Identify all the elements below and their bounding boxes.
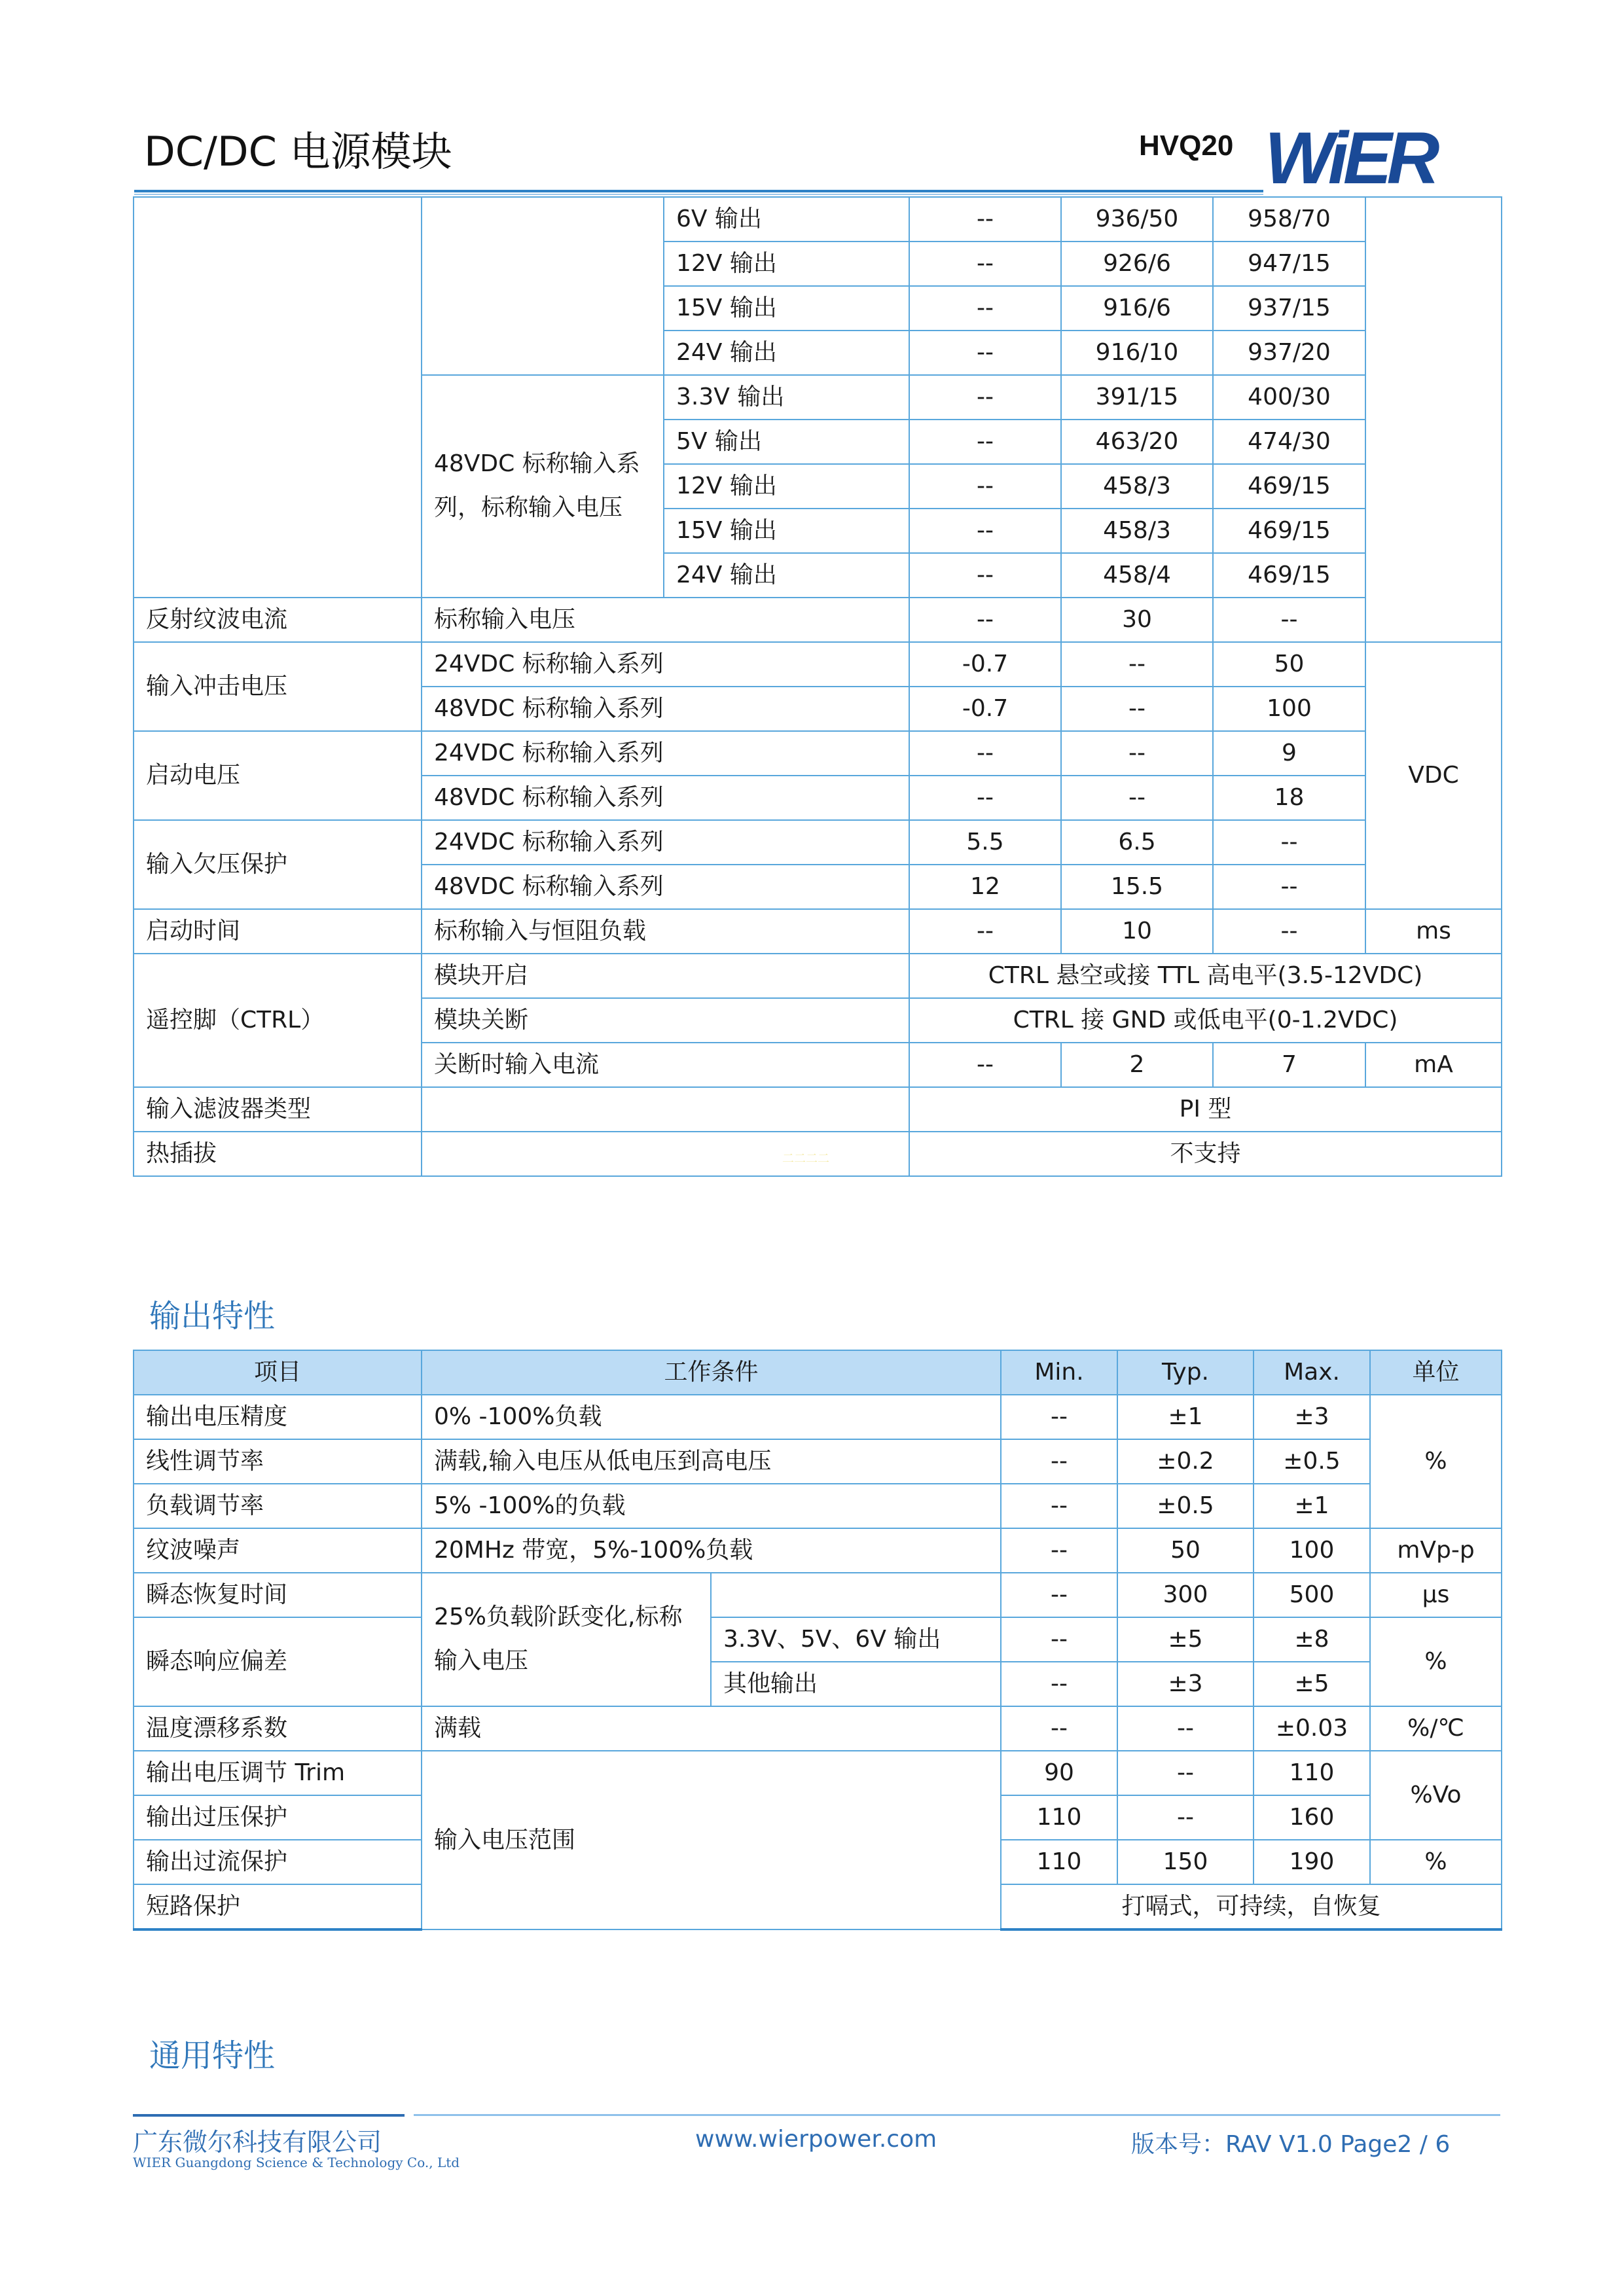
min-cell: -- <box>909 197 1061 242</box>
condition-cell: 标称输入电压 <box>422 598 909 642</box>
header-max: Max. <box>1254 1350 1370 1395</box>
typ-cell: 916/10 <box>1061 331 1213 375</box>
typ-cell: 916/6 <box>1061 286 1213 331</box>
typ-cell: 150 <box>1117 1840 1254 1884</box>
typ-cell: ±3 <box>1117 1662 1254 1706</box>
footer-company-en: WIER Guangdong Science & Technology Co., Ltd <box>133 2155 460 2170</box>
max-cell: 9 <box>1213 731 1365 776</box>
header-rule <box>134 190 1263 192</box>
typ-cell: 926/6 <box>1061 242 1213 286</box>
item-cell: 输出电压调节 Trim <box>134 1751 422 1795</box>
min-cell: -- <box>909 464 1061 509</box>
item-cell: 输出过流保护 <box>134 1840 422 1884</box>
table-cell <box>422 197 664 375</box>
item-cell: 反射纹波电流 <box>134 598 422 642</box>
output-cell: 12V 输出 <box>664 464 909 509</box>
item-cell: 短路保护 <box>134 1884 422 1929</box>
min-cell: -- <box>909 776 1061 820</box>
min-cell: -- <box>1001 1706 1117 1751</box>
typ-cell: 15.5 <box>1061 865 1213 909</box>
min-cell: -- <box>909 1043 1061 1087</box>
table-row <box>134 642 1502 687</box>
typ-cell: 300 <box>1117 1573 1254 1617</box>
item-cell: 输入欠压保护 <box>134 820 422 909</box>
min-cell: -- <box>1001 1528 1117 1573</box>
output-cell: 12V 输出 <box>664 242 909 286</box>
item-cell: 输出过压保护 <box>134 1795 422 1840</box>
typ-cell: 30 <box>1061 598 1213 642</box>
table-row <box>134 1751 1502 1795</box>
series48-condition: 48VDC 标称输入系列，标称输入电压 <box>422 375 664 598</box>
condition-cell: 24VDC 标称输入系列 <box>422 820 909 865</box>
condition-cell: 关断时输入电流 <box>422 1043 909 1087</box>
unit-cell: µs <box>1370 1573 1502 1617</box>
table-row <box>134 1573 1502 1617</box>
transient-condition: 25%负载阶跃变化,标称输入电压 <box>422 1573 711 1706</box>
max-cell: 947/15 <box>1213 242 1365 286</box>
item-cell: 启动时间 <box>134 909 422 954</box>
max-cell: 110 <box>1254 1751 1370 1795</box>
min-cell: -- <box>1001 1439 1117 1484</box>
min-cell: -- <box>1001 1395 1117 1439</box>
min-cell: -0.7 <box>909 687 1061 731</box>
max-cell: ±3 <box>1254 1395 1370 1439</box>
typ-cell: 50 <box>1117 1528 1254 1573</box>
min-cell: -- <box>1001 1573 1117 1617</box>
table-row <box>134 1484 1502 1528</box>
min-cell: -- <box>909 242 1061 286</box>
value-cell: CTRL 悬空或接 TTL 高电平(3.5-12VDC) <box>909 954 1502 998</box>
typ-cell: -- <box>1061 731 1213 776</box>
input-characteristics-table <box>133 196 1502 1177</box>
unit-cell: % <box>1370 1395 1502 1528</box>
table-row <box>134 1439 1502 1484</box>
typ-cell: -- <box>1061 642 1213 687</box>
max-cell: 7 <box>1213 1043 1365 1087</box>
item-cell: 纹波噪声 <box>134 1528 422 1573</box>
typ-cell: ±0.2 <box>1117 1439 1254 1484</box>
min-cell: -- <box>909 598 1061 642</box>
unit-cell: % <box>1370 1617 1502 1706</box>
max-cell: 50 <box>1213 642 1365 687</box>
condition-cell: 满载,输入电压从低电压到高电压 <box>422 1439 1001 1484</box>
footer-rule-light <box>414 2114 1500 2116</box>
item-cell: 温度漂移系数 <box>134 1706 422 1751</box>
output-cell: 6V 输出 <box>664 197 909 242</box>
unit-cell: %Vo <box>1370 1751 1502 1840</box>
value-cell: PI 型 <box>909 1087 1502 1132</box>
min-cell: -- <box>909 286 1061 331</box>
max-cell: 160 <box>1254 1795 1370 1840</box>
max-cell: 100 <box>1213 687 1365 731</box>
header-rule-light <box>134 194 1263 195</box>
output-section-title: 输出特性 <box>149 1298 276 1335</box>
table-cell <box>1365 197 1502 642</box>
value-cell: CTRL 接 GND 或低电平(0-1.2VDC) <box>909 998 1502 1043</box>
output-cell: 24V 输出 <box>664 553 909 598</box>
item-cell: 输入冲击电压 <box>134 642 422 731</box>
condition-cell: 模块开启 <box>422 954 909 998</box>
max-cell: 500 <box>1254 1573 1370 1617</box>
typ-cell: -- <box>1117 1795 1254 1840</box>
table-row <box>134 1706 1502 1751</box>
typ-cell: 458/3 <box>1061 464 1213 509</box>
table-row <box>134 1087 1502 1132</box>
table-row <box>134 598 1502 642</box>
min-cell: -- <box>1001 1662 1117 1706</box>
sub-condition-cell: 其他输出 <box>711 1662 1001 1706</box>
table-row <box>134 731 1502 776</box>
table-header-row <box>134 1350 1502 1395</box>
min-cell: -- <box>909 509 1061 553</box>
max-cell: 958/70 <box>1213 197 1365 242</box>
min-cell: 110 <box>1001 1795 1117 1840</box>
min-cell: 110 <box>1001 1840 1117 1884</box>
sub-condition-cell: 3.3V、5V、6V 输出 <box>711 1617 1001 1662</box>
typ-cell: -- <box>1117 1751 1254 1795</box>
value-cell: 不支持 <box>909 1132 1502 1176</box>
item-cell: 输入滤波器类型 <box>134 1087 422 1132</box>
max-cell: 18 <box>1213 776 1365 820</box>
document-title: DC/DC 电源模块 <box>144 128 452 175</box>
condition-cell <box>422 1087 909 1132</box>
item-cell: 线性调节率 <box>134 1439 422 1484</box>
min-cell: -- <box>909 420 1061 464</box>
item-cell: 负载调节率 <box>134 1484 422 1528</box>
value-cell: 打嗝式，可持续，自恢复 <box>1001 1884 1502 1929</box>
condition-cell: 满载 <box>422 1706 1001 1751</box>
footer-version: 版本号：RAV V1.0 Page2 / 6 <box>1131 2131 1451 2158</box>
max-cell: 400/30 <box>1213 375 1365 420</box>
header-condition: 工作条件 <box>422 1350 1001 1395</box>
max-cell: -- <box>1213 865 1365 909</box>
max-cell: 937/20 <box>1213 331 1365 375</box>
min-cell: -- <box>1001 1617 1117 1662</box>
unit-cell: % <box>1370 1840 1502 1884</box>
condition-cell: 模块关断 <box>422 998 909 1043</box>
table-row <box>134 1395 1502 1439</box>
max-cell: ±1 <box>1254 1484 1370 1528</box>
max-cell: 469/15 <box>1213 509 1365 553</box>
min-cell: -- <box>909 553 1061 598</box>
model-number: HVQ20 <box>1139 130 1234 162</box>
typ-cell: ±1 <box>1117 1395 1254 1439</box>
unit-cell: %/℃ <box>1370 1706 1502 1751</box>
typ-cell: ±5 <box>1117 1617 1254 1662</box>
condition-cell: 标称输入与恒阻负载 <box>422 909 909 954</box>
table-cell <box>134 197 422 598</box>
footer-url[interactable]: www.wierpower.com <box>695 2126 937 2153</box>
min-cell: 12 <box>909 865 1061 909</box>
min-cell: -- <box>909 375 1061 420</box>
header-unit: 单位 <box>1370 1350 1502 1395</box>
header-item: 项目 <box>134 1350 422 1395</box>
item-cell: 启动电压 <box>134 731 422 820</box>
item-cell: 输出电压精度 <box>134 1395 422 1439</box>
typ-cell: -- <box>1061 687 1213 731</box>
max-cell: ±5 <box>1254 1662 1370 1706</box>
min-cell: -0.7 <box>909 642 1061 687</box>
typ-cell: ±0.5 <box>1117 1484 1254 1528</box>
condition-cell: 20MHz 带宽，5%-100%负载 <box>422 1528 1001 1573</box>
table-row <box>134 954 1502 998</box>
table-row <box>134 197 1502 242</box>
max-cell: -- <box>1213 909 1365 954</box>
condition-cell: 48VDC 标称输入系列 <box>422 865 909 909</box>
typ-cell: 10 <box>1061 909 1213 954</box>
unit-cell: VDC <box>1365 642 1502 909</box>
unit-cell: mA <box>1365 1043 1502 1087</box>
typ-cell: 458/3 <box>1061 509 1213 553</box>
condition-cell: 48VDC 标称输入系列 <box>422 687 909 731</box>
item-cell: 瞬态恢复时间 <box>134 1573 422 1617</box>
watermark: 二二二二 <box>782 1152 829 1166</box>
max-cell: ±0.03 <box>1254 1706 1370 1751</box>
max-cell: ±0.5 <box>1254 1439 1370 1484</box>
typ-cell: 6.5 <box>1061 820 1213 865</box>
output-cell: 15V 输出 <box>664 509 909 553</box>
max-cell: 937/15 <box>1213 286 1365 331</box>
condition-cell: 输入电压范围 <box>422 1751 1001 1929</box>
item-cell: 瞬态响应偏差 <box>134 1617 422 1706</box>
footer-company: 广东微尔科技有限公司 <box>133 2128 382 2157</box>
condition-cell: 48VDC 标称输入系列 <box>422 776 909 820</box>
typ-cell: 2 <box>1061 1043 1213 1087</box>
max-cell: 100 <box>1254 1528 1370 1573</box>
typ-cell: -- <box>1061 776 1213 820</box>
output-characteristics-table <box>133 1350 1502 1931</box>
max-cell: 190 <box>1254 1840 1370 1884</box>
min-cell: -- <box>909 909 1061 954</box>
footer-rule <box>133 2114 405 2117</box>
table-row <box>134 1528 1502 1573</box>
max-cell: 474/30 <box>1213 420 1365 464</box>
condition-cell: 24VDC 标称输入系列 <box>422 731 909 776</box>
typ-cell: 936/50 <box>1061 197 1213 242</box>
max-cell: -- <box>1213 598 1365 642</box>
output-cell: 15V 输出 <box>664 286 909 331</box>
min-cell: 90 <box>1001 1751 1117 1795</box>
max-cell: ±8 <box>1254 1617 1370 1662</box>
min-cell: -- <box>909 331 1061 375</box>
output-cell: 5V 输出 <box>664 420 909 464</box>
condition-cell: 0% -100%负载 <box>422 1395 1001 1439</box>
max-cell: -- <box>1213 820 1365 865</box>
condition-cell: 24VDC 标称输入系列 <box>422 642 909 687</box>
max-cell: 469/15 <box>1213 464 1365 509</box>
general-section-title: 通用特性 <box>149 2037 276 2074</box>
unit-cell: mVp-p <box>1370 1528 1502 1573</box>
condition-cell: 5% -100%的负载 <box>422 1484 1001 1528</box>
min-cell: 5.5 <box>909 820 1061 865</box>
logo-text: WiER <box>1265 123 1435 195</box>
typ-cell: -- <box>1117 1706 1254 1751</box>
min-cell: -- <box>909 731 1061 776</box>
table-row <box>134 820 1502 865</box>
header-typ: Typ. <box>1117 1350 1254 1395</box>
typ-cell: 463/20 <box>1061 420 1213 464</box>
table-row <box>134 909 1502 954</box>
typ-cell: 391/15 <box>1061 375 1213 420</box>
item-cell: 热插拔 <box>134 1132 422 1176</box>
min-cell: -- <box>1001 1484 1117 1528</box>
wier-logo <box>1263 123 1499 195</box>
item-cell: 遥控脚（CTRL） <box>134 954 422 1087</box>
typ-cell: 458/4 <box>1061 553 1213 598</box>
condition-cell <box>422 1132 909 1176</box>
table-row <box>134 1617 1502 1662</box>
max-cell: 469/15 <box>1213 553 1365 598</box>
unit-cell: ms <box>1365 909 1502 954</box>
output-cell: 3.3V 输出 <box>664 375 909 420</box>
header-min: Min. <box>1001 1350 1117 1395</box>
output-cell: 24V 输出 <box>664 331 909 375</box>
sub-condition-cell <box>711 1573 1001 1617</box>
